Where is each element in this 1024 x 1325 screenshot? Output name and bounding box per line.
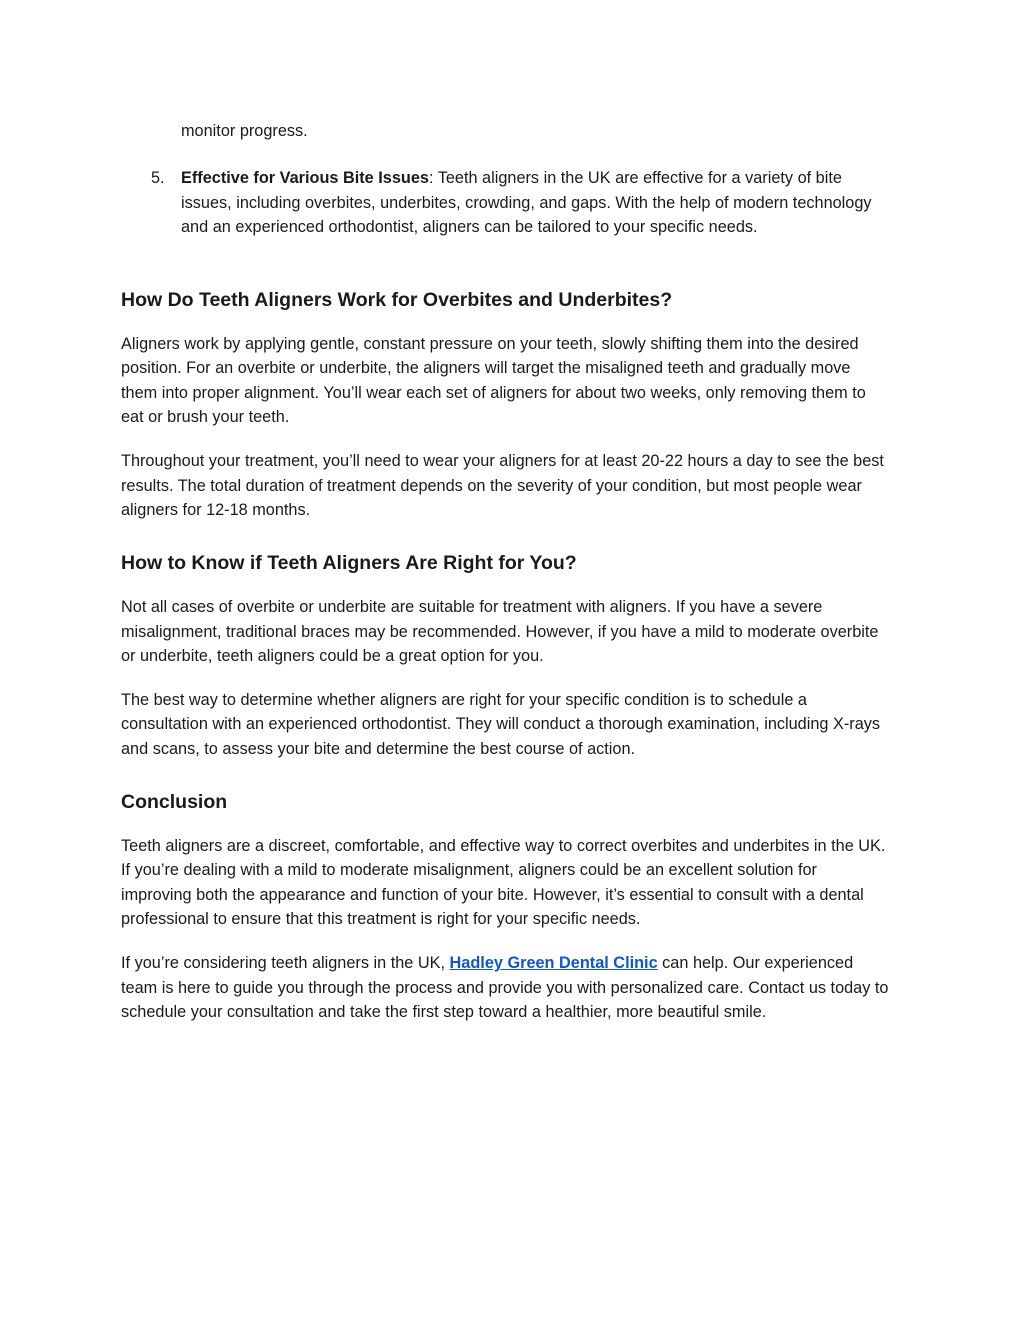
final-text-before-link: If you’re considering teeth aligners in the UK,	[121, 954, 450, 973]
section-heading-right-for-you: How to Know if Teeth Aligners Are Right for You?	[121, 552, 577, 575]
paragraph-final	[121, 951, 891, 1024]
clinic-link[interactable]: Hadley Green Dental Clinic	[449, 954, 658, 973]
paragraph: Aligners work by applying gentle, constant pressure on your teeth, slowly shifting them into the desired position. For an overbite or underbite, the aligners will target the misaligned teeth and gradually move them into proper alignment. You’ll wear each set of aligners for about two weeks, only removing them to eat or brush your teeth.	[121, 335, 866, 427]
document-body	[121, 119, 891, 1044]
list-item-5	[121, 166, 891, 239]
list-item-continuation: monitor progress.	[181, 122, 308, 140]
paragraph: The best way to determine whether aligners are right for your specific condition is to schedule a consultation with an experienced orthodontist. They will conduct a thorough examination, including X-rays and scans, to assess your bite and determine the best course of action.	[121, 691, 881, 758]
paragraph: Teeth aligners are a discreet, comfortable, and effective way to correct overbites and underbites in the UK. If you’re dealing with a mild to moderate misalignment, aligners could be an excellent solution for improving both the appearance and function of your bite. However, it’s essential to consult with a dental professional to ensure that this treatment is right for your specific needs.	[121, 837, 886, 928]
section-heading-conclusion: Conclusion	[121, 791, 228, 814]
list-item-description: : Teeth aligners in the UK are effective for a variety of bite issues, including overbites, underbites, crowding, and gaps. With the help of modern technology and an experienced orthodontist, aligners can be tailored to your specific needs.	[181, 169, 872, 236]
paragraph: Throughout your treatment, you’ll need to wear your aligners for at least 20-22 hours a day to see the best results. The total duration of treatment depends on the severity of your condition, but most people wear aligners for 12-18 months.	[121, 452, 884, 519]
section-heading-how-aligners-work: How Do Teeth Aligners Work for Overbites and Underbites?	[121, 289, 673, 312]
final-text-after-link: can help. Our experienced team is here to guide you through the process and provide you with personalized care. Contact us today to schedule your consultation and take the first step toward a healthier, more beautiful smile.	[121, 954, 889, 1021]
paragraph: Not all cases of overbite or underbite are suitable for treatment with aligners. If you have a severe misalignment, traditional braces may be recommended. However, if you have a mild to moderate overbite or underbite, teeth aligners could be a great option for you.	[121, 598, 879, 665]
list-item-text	[181, 166, 891, 239]
list-number: 5.	[151, 169, 165, 188]
list-item-term: Effective for Various Bite Issues	[181, 169, 429, 188]
